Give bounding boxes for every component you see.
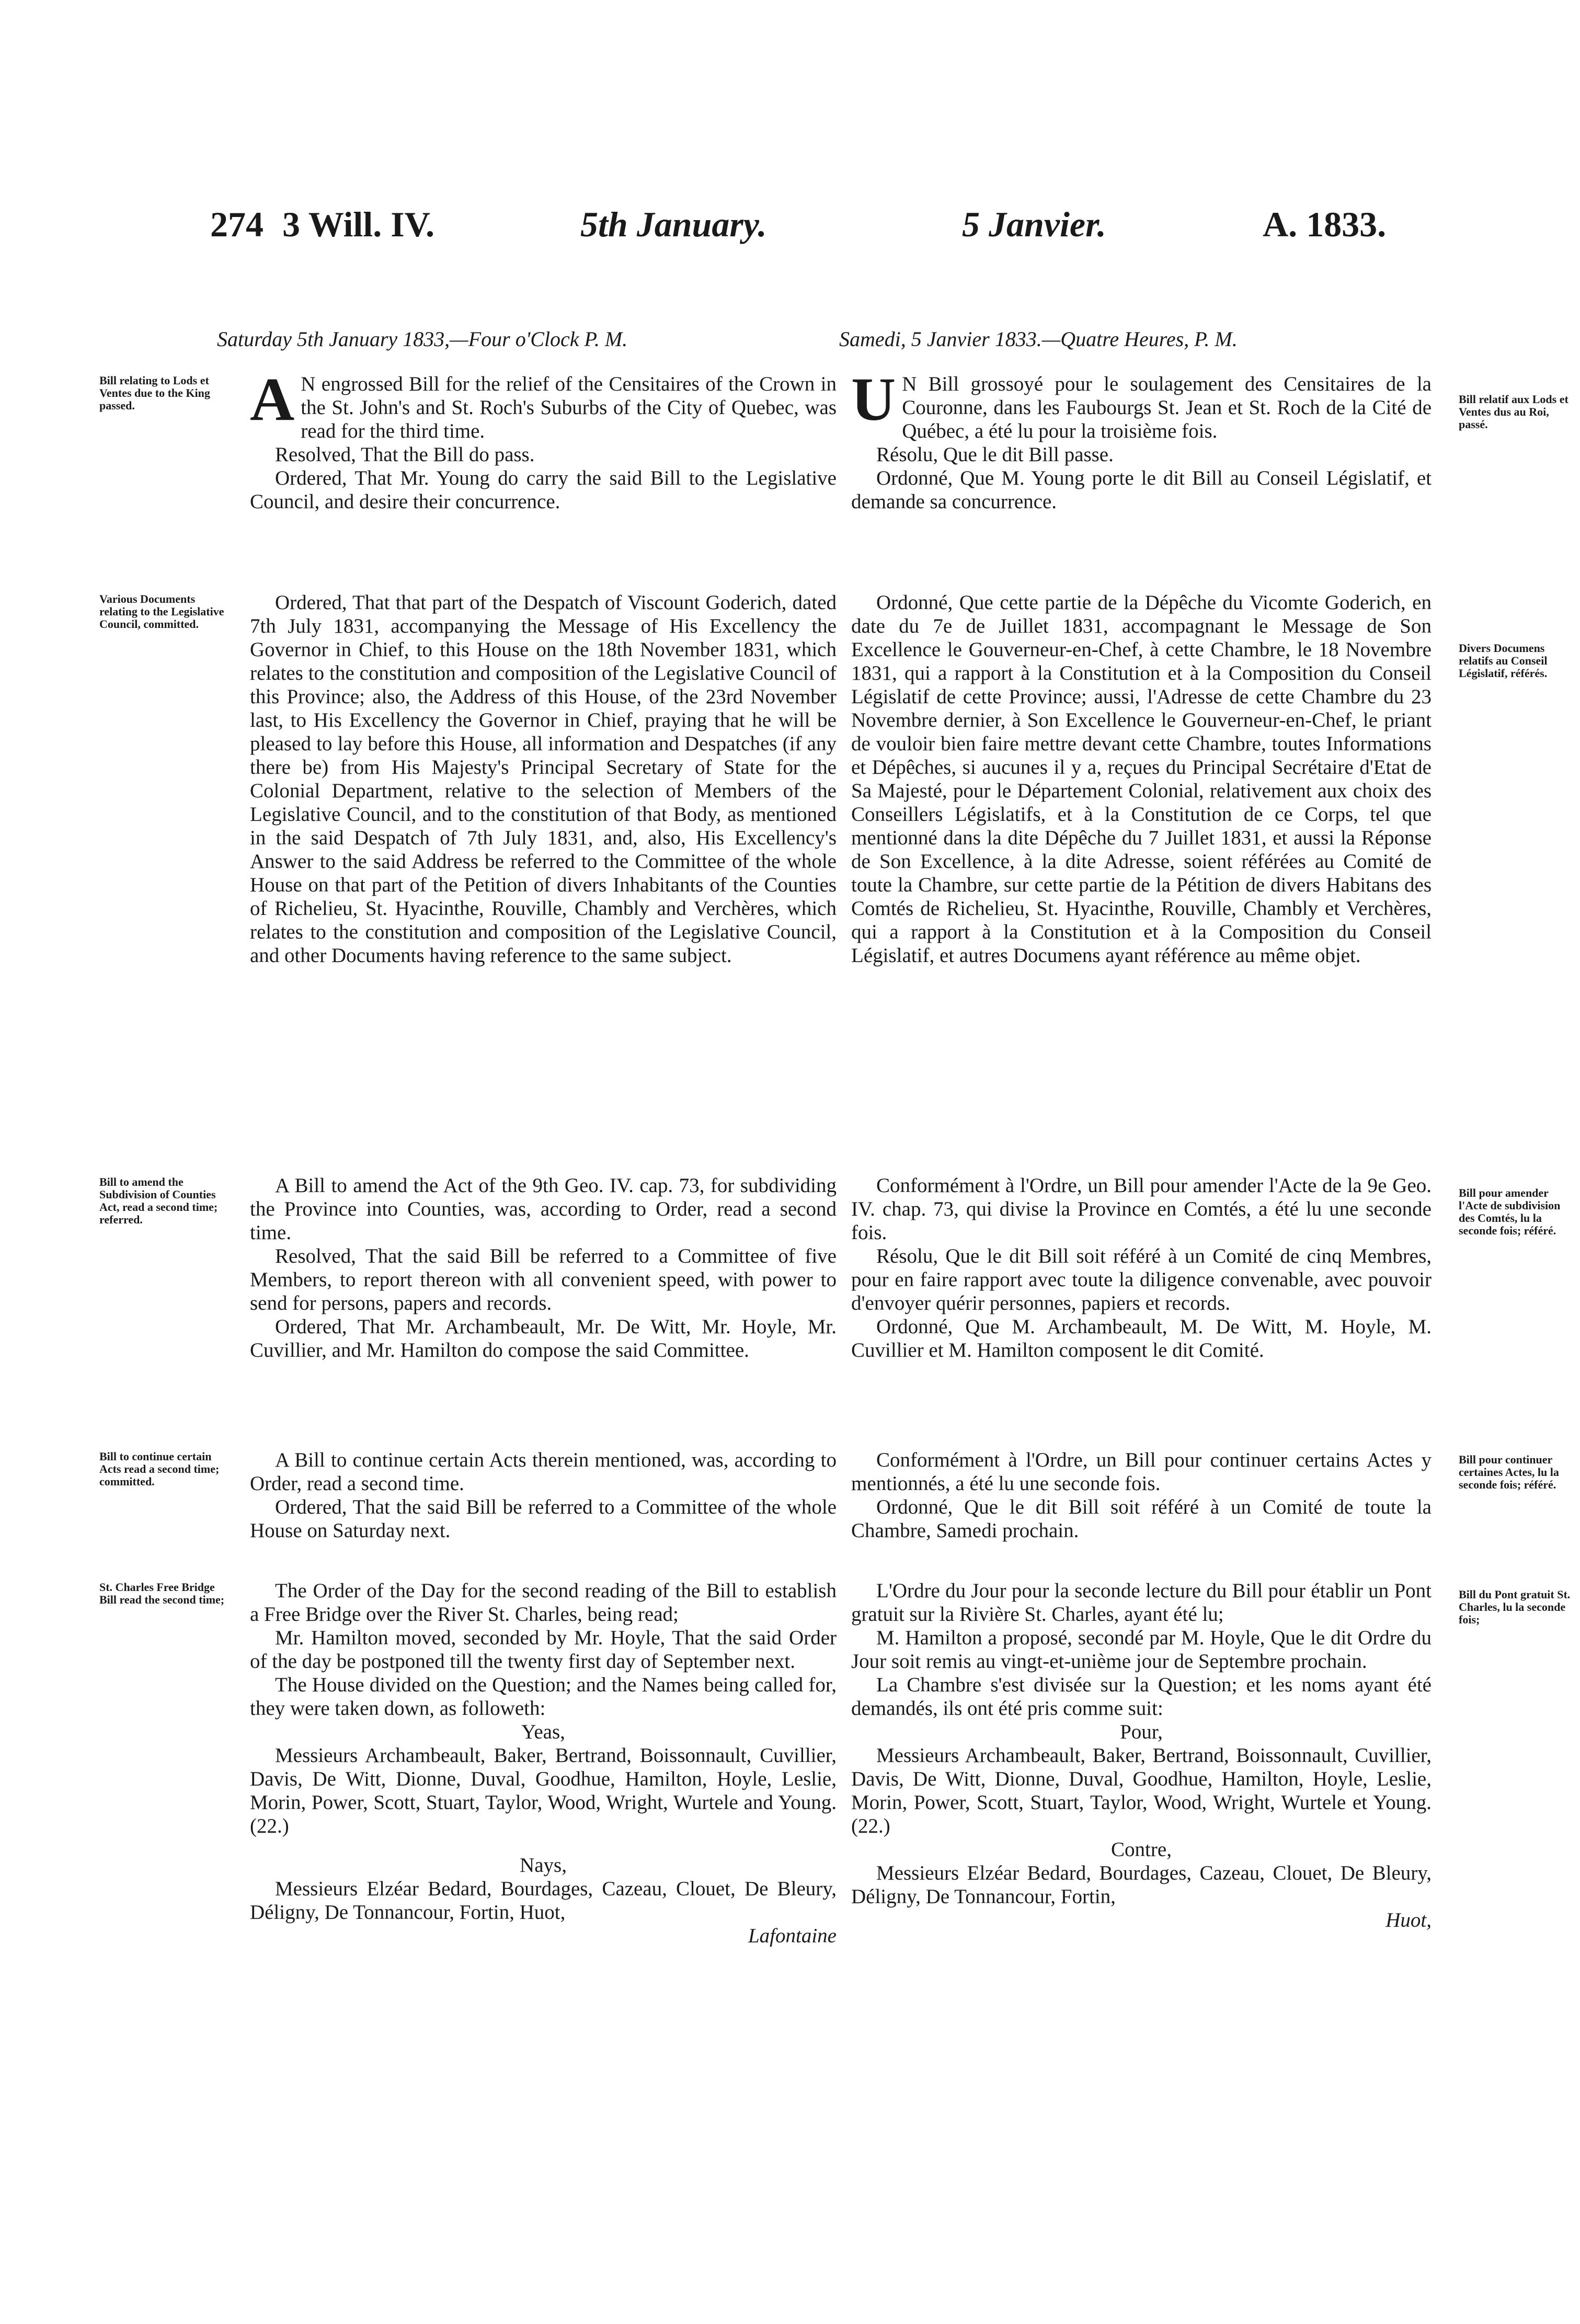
year: A. 1833. <box>1263 204 1387 244</box>
paragraph: Resolved, That the Bill do pass. <box>275 443 535 466</box>
paragraph: The House divided on the Question; and the Names being called for, they were taken down, as followeth: <box>250 1674 837 1720</box>
nays-heading: Nays, <box>520 1854 567 1876</box>
margin-note-right: Bill relatif aux Lods et Ventes dus au Roi, passé. <box>1459 393 1568 431</box>
paragraph: N engrossed Bill for the relief of the Censitaires of the Crown in the St. John's and St. Roch's Suburbs of the City of Quebec, was read for the third time. <box>301 373 837 442</box>
paragraph: A Bill to continue certain Acts therein mentioned, was, according to Order, read a second time. <box>250 1449 837 1495</box>
paragraph: Mr. Hamilton moved, seconded by Mr. Hoyle, That the said Order of the day be postponed till the twenty first day of September next. <box>250 1627 837 1673</box>
paragraph: A Bill to amend the Act of the 9th Geo. IV. cap. 73, for subdividing the Province into Counties, was, according to Order, read a second time. <box>250 1174 837 1244</box>
paragraph: La Chambre s'est divisée sur la Question; et les noms ayant été demandés, ils ont été pris comme suit: <box>851 1674 1432 1720</box>
reign: 3 Will. IV. <box>282 204 435 244</box>
paragraph: N Bill grossoyé pour le soulagement des Censitaires de la Couronne, dans les Faubourgs St. Jean et St. Roch de la Cité de Québec, a été lu pour la troisième fois. <box>902 373 1432 442</box>
paragraph: Ordonné, Que M. Archambeault, M. De Witt, M. Hoyle, M. Cuvillier et M. Hamilton composent le dit Comité. <box>851 1315 1432 1361</box>
margin-note-left: Bill to amend the Subdivision of Counties Act, read a second time; referred. <box>99 1175 218 1226</box>
french-block-free-bridge <box>851 1579 1432 1932</box>
yeas-heading: Yeas, <box>521 1721 565 1743</box>
paragraph: Résolu, Que le dit Bill soit référé à un Comité de cinq Membres, pour en faire rapport avec toute la diligence convenable, avec pouvoir d'envoyer quérir personnes, papiers et records. <box>851 1245 1432 1314</box>
english-block-subdivision-bill <box>250 1174 837 1362</box>
yeas-list: Messieurs Archambeault, Baker, Bertrand, Boissonnault, Cuvillier, Davis, De Witt, Dionne, Duval, Goodhue, Hamilton, Hoyle, Leslie, Morin, Power, Scott, Stuart, Taylor, Wood, Wright, Wurtele et Young. (22.) <box>851 1744 1432 1837</box>
margin-note-left: Various Documents relating to the Legislative Council, committed. <box>99 592 224 631</box>
french-block-continue-acts <box>851 1448 1432 1542</box>
paragraph: Ordered, That that part of the Despatch of Viscount Goderich, dated 7th July 1831, accompanying the Message of His Excellency the Governor in Chief, to this House on the 18th November 1831, which relates to the constitution and composition of the Legislative Council of this Province; also, the Address of this House, of the 23rd November last, to His Excellency the Governor in Chief, praying that he will be pleased to lay before this House, all information and Despatches (if any there be) from His Majesty's Principal Secretary of State for the Colonial Department, relative to the selection of Members of the Legislative Council, and to the constitution of that Body, as mentioned in the said Despatch of 7th July 1831, and, also, His Excellency's Answer to the said Address be referred to the Committee of the whole House on that part of the Petition of divers Inhabitants of the Counties of Richelieu, St. Hyacinthe, Rouville, Chambly and Verchères, which relates to the constitution and composition of the Legislative Council, and other Documents having reference to the same subject. <box>250 591 837 967</box>
paragraph: Resolved, That the said Bill be referred to a Committee of five Members, to report thereon with all convenient speed, with power to send for persons, papers and records. <box>250 1245 837 1314</box>
date-english: 5th January. <box>580 204 767 244</box>
french-block-lods-et-ventes <box>851 365 1432 513</box>
nays-heading: Contre, <box>1111 1838 1172 1861</box>
margin-note-right: Divers Documens relatifs au Conseil Législatif, référés. <box>1459 642 1548 680</box>
english-block-free-bridge <box>250 1579 837 1948</box>
paragraph: Ordered, That Mr. Young do carry the said Bill to the Legislative Council, and desire their concurrence. <box>250 467 837 513</box>
french-block-subdivision-bill <box>851 1174 1432 1362</box>
margin-note-right: Bill du Pont gratuit St. Charles, lu la seconde fois; <box>1459 1588 1571 1626</box>
paragraph: Ordered, That Mr. Archambeault, Mr. De Witt, Mr. Hoyle, Mr. Cuvillier, and Mr. Hamilton do compose the said Committee. <box>250 1315 837 1361</box>
paragraph: Conformément à l'Ordre, un Bill pour amender l'Acte de la 9e Geo. IV. chap. 73, qui divise la Province en Comtés, a été lu une seconde fois. <box>851 1174 1432 1244</box>
nays-list: Messieurs Elzéar Bedard, Bourdages, Cazeau, Clouet, De Bleury, Déligny, De Tonnancour, Fortin, <box>851 1862 1432 1908</box>
french-block-legislative-council <box>851 591 1432 967</box>
paragraph: Conformément à l'Ordre, un Bill pour continuer certains Actes y mentionnés, a été lu une seconde fois. <box>851 1449 1432 1495</box>
session-heading-english: Saturday 5th January 1833,—Four o'Clock P. M. <box>217 327 628 351</box>
paragraph: Ordonné, Que cette partie de la Dépêche du Vicomte Goderich, en date du 7e de Juillet 1831, accompagnant le Message de Son Excellence le Gouverneur-en-Chef, à cette Chambre, le 18 Novembre 1831, qui a rapport à la Constitution et à la Composition du Conseil Législatif de cette Province; aussi, l'Adresse de cette Chambre du 23 Novembre dernier, à Son Excellence le Gouverneur-en-Chef, le priant de vouloir bien faire mettre devant cette Chambre, toutes Informations et Dépêches, si aucunes il y a, reçues du Principal Secrétaire d'Etat de Sa Majesté, pour le Département Colonial, relativement aux choix des Conseillers Législatifs, et à la Constitution de ce Corps, tel que mentionné dans la dite Dépêche du 7 Juillet 1831, et aussi la Réponse de Son Excellence, à la dite Adresse, soient référées au Comité de toute la Chambre, sur cette partie de la Pétition de divers Habitans des Comtés de Richelieu, St. Hyacinthe, Rouville, Chambly et Verchères, qui a rapport à la Constitution et à la Composition du Conseil Législatif, et autres Documens ayant référence au même objet. <box>851 591 1432 967</box>
paragraph: L'Ordre du Jour pour la seconde lecture du Bill pour établir un Pont gratuit sur la Rivière St. Charles, ayant été lu; <box>851 1579 1432 1625</box>
drop-cap: U <box>851 365 896 433</box>
margin-note-left: Bill to continue certain Acts read a second time; committed. <box>99 1450 220 1488</box>
session-heading-french: Samedi, 5 Janvier 1833.—Quatre Heures, P. M. <box>839 327 1238 351</box>
margin-note-right: Bill pour amender l'Acte de subdivision des Comtés, lu la seconde fois; référé. <box>1459 1186 1561 1237</box>
drop-cap: A <box>250 365 295 433</box>
margin-note-right: Bill pour continuer certaines Actes, lu la seconde fois; référé. <box>1459 1453 1559 1491</box>
english-block-legislative-council <box>250 591 837 967</box>
date-french: 5 Janvier. <box>962 204 1106 244</box>
english-block-continue-acts <box>250 1448 837 1542</box>
english-block-lods-et-ventes <box>250 365 837 513</box>
paragraph: Résolu, Que le dit Bill passe. <box>876 443 1114 466</box>
nays-list-last: Lafontaine <box>748 1925 837 1947</box>
margin-note-left: Bill relating to Lods et Ventes due to the King passed. <box>99 374 210 412</box>
paragraph: Ordered, That the said Bill be referred to a Committee of the whole House on Saturday next. <box>250 1496 837 1542</box>
paragraph: M. Hamilton a proposé, secondé par M. Hoyle, Que le dit Ordre du Jour soit remis au vingt-et-unième jour de Septembre prochain. <box>851 1627 1432 1673</box>
paragraph: Ordonné, Que le dit Bill soit référé à un Comité de toute la Chambre, Samedi prochain. <box>851 1496 1432 1542</box>
yeas-heading: Pour, <box>1120 1721 1163 1743</box>
margin-note-left: St. Charles Free Bridge Bill read the second time; <box>99 1581 225 1606</box>
nays-list-last: Huot, <box>1386 1909 1432 1931</box>
page-number: 274 <box>210 204 264 244</box>
nays-list: Messieurs Elzéar Bedard, Bourdages, Cazeau, Clouet, De Bleury, Déligny, De Tonnancour, Fortin, Huot, <box>250 1877 837 1924</box>
paragraph: Ordonné, Que M. Young porte le dit Bill au Conseil Législatif, et demande sa concurrence. <box>851 467 1432 513</box>
running-head <box>0 204 1580 251</box>
paragraph: The Order of the Day for the second reading of the Bill to establish a Free Bridge over the River St. Charles, being read; <box>250 1579 837 1625</box>
yeas-list: Messieurs Archambeault, Baker, Bertrand, Boissonnault, Cuvillier, Davis, De Witt, Dionne, Duval, Goodhue, Hamilton, Hoyle, Leslie, Morin, Power, Scott, Stuart, Taylor, Wood, Wright, Wurtele and Young.(22.) <box>250 1744 837 1837</box>
